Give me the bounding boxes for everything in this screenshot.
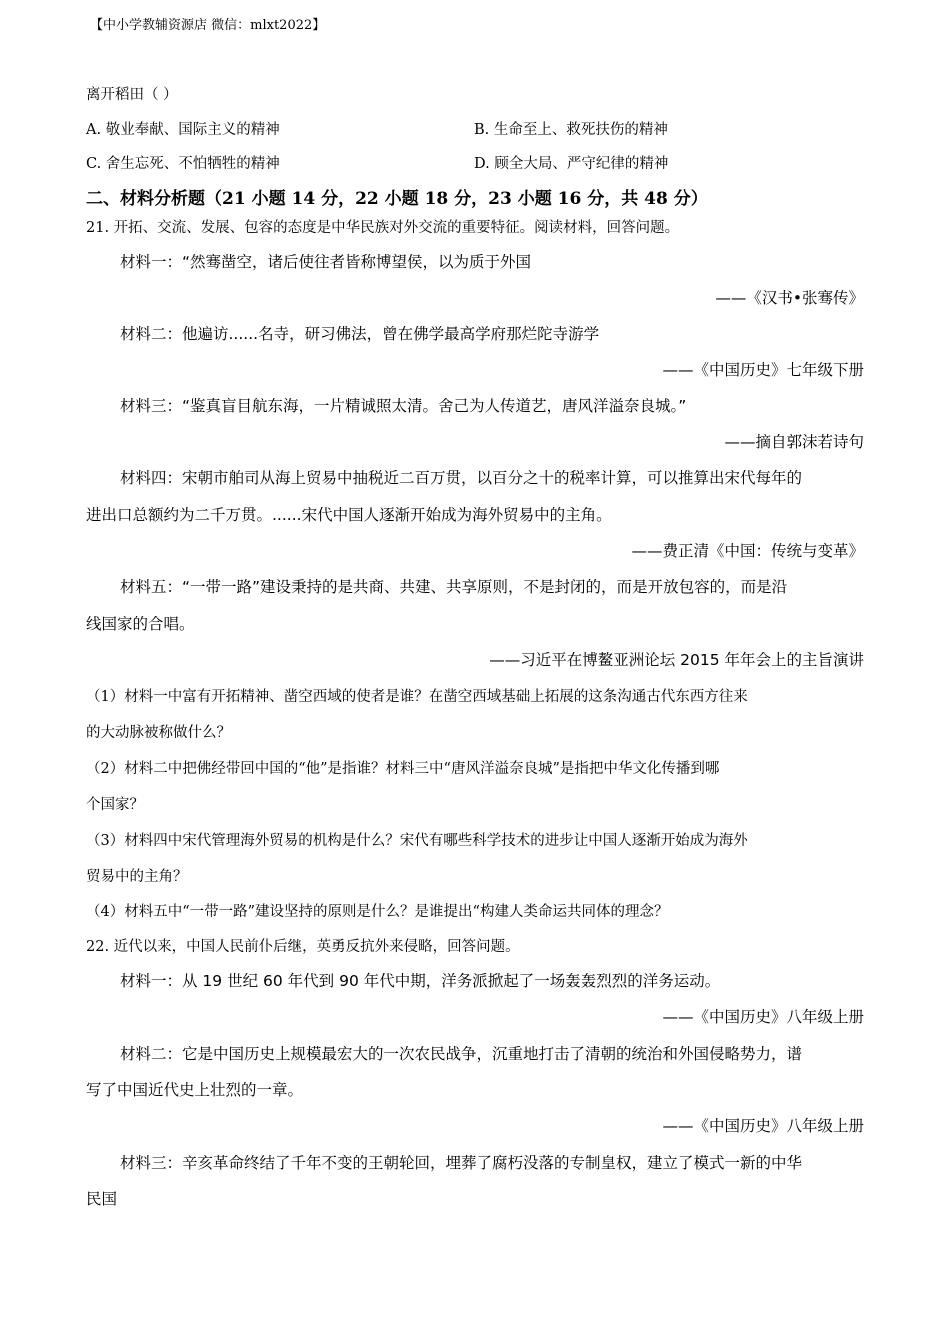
q20-option-c: C. 舍生忘死、不怕牺牲的精神 (86, 156, 280, 172)
q20-option-a: A. 敬业奉献、国际主义的精神 (86, 122, 280, 138)
q21-material-5-line2: 线国家的合唱。 (86, 615, 195, 633)
q22-material-3-line1: 材料三：辛亥革命终结了千年不变的王朝轮回，埋葬了腐朽没落的专制皇权，建立了模式一新的中华 (120, 1154, 803, 1172)
q21-material-3: 材料三：“鉴真盲目航东海，一片精诚照太清。舍己为人传道艺，唐风洋溢奈良城。” (120, 397, 687, 415)
q21-subquestion-1-line2: 的大动脉被称做什么？ (86, 725, 231, 741)
q20-option-d: D. 顾全大局、严守纪律的精神 (474, 156, 669, 172)
q21-material-3-source: ——摘自郭沫若诗句 (724, 433, 864, 451)
q21-material-2-source: ——《中国历史》七年级下册 (662, 361, 864, 379)
header-watermark: 【中小学教辅资源店 微信：mlxt2022】 (90, 18, 326, 33)
q21-material-4-line2: 进出口总额约为二千万贯。......宋代中国人逐渐开始成为海外贸易中的主角。 (86, 506, 612, 524)
q20-option-b: B. 生命至上、救死扶伤的精神 (474, 122, 668, 138)
q22-material-2-line1: 材料二：它是中国历史上规模最宏大的一次农民战争，沉重地打击了清朝的统治和外国侵略势力，谱 (120, 1045, 803, 1063)
q21-subquestion-2-line1: （2）材料二中把佛经带回中国的“他”是指谁？材料三中“唐风洋溢奈良城”是指把中华文化传播到哪 (86, 761, 720, 777)
q21-subquestion-3-line2: 贸易中的主角？ (86, 869, 188, 885)
q21-subquestion-1-line1: （1）材料一中富有开拓精神、凿空西域的使者是谁？在凿空西域基础上拓展的这条沟通古代东西方往来 (86, 689, 748, 705)
q21-material-4-source: ——费正清《中国：传统与变革》 (631, 542, 864, 560)
q21-subquestion-2-line2: 个国家？ (86, 797, 144, 813)
q22-material-3-line2: 民国 (86, 1190, 118, 1208)
q21-material-2: 材料二：他遍访......名寺，研习佛法，曾在佛学最高学府那烂陀寺游学 (120, 325, 600, 343)
q21-material-1: 材料一：“然骞凿空，诸后使往者皆称博望侯，以为质于外国 (120, 253, 532, 271)
q21-material-5-source: ——习近平在博鳌亚洲论坛 2015 年年会上的主旨演讲 (489, 651, 864, 669)
q21-material-1-source: ——《汉书•张骞传》 (715, 289, 864, 307)
section-heading: 二、材料分析题（21 小题 14 分，22 小题 18 分，23 小题 16 分，共 48 分） (86, 189, 708, 209)
q22-stem: 22. 近代以来，中国人民前仆后继，英勇反抗外来侵略，回答问题。 (86, 939, 520, 955)
q22-material-2-source: ——《中国历史》八年级上册 (662, 1117, 864, 1135)
q21-subquestion-4: （4）材料五中“一带一路”建设坚持的原则是什么？是谁提出“构建人类命运共同体的理念？ (86, 904, 669, 920)
q21-material-4-line1: 材料四：宋朝市舶司从海上贸易中抽税近二百万贯，以百分之十的税率计算，可以推算出宋代每年的 (120, 469, 803, 487)
q20-stem-tail: 离开稻田（ ） (86, 87, 178, 103)
q22-material-1: 材料一：从 19 世纪 60 年代到 90 年代中期，洋务派掀起了一场轰轰烈烈的洋务运动。 (120, 972, 721, 990)
q21-stem: 21. 开拓、交流、发展、包容的态度是中华民族对外交流的重要特征。阅读材料，回答问题。 (86, 220, 680, 236)
q21-subquestion-3-line1: （3）材料四中宋代管理海外贸易的机构是什么？宋代有哪些科学技术的进步让中国人逐渐开始成为海外 (86, 833, 748, 849)
q21-material-5-line1: 材料五：“一带一路”建设秉持的是共商、共建、共享原则，不是封闭的，而是开放包容的，而是沿 (120, 578, 788, 596)
q22-material-2-line2: 写了中国近代史上壮烈的一章。 (86, 1081, 304, 1099)
q22-material-1-source: ——《中国历史》八年级上册 (662, 1008, 864, 1026)
